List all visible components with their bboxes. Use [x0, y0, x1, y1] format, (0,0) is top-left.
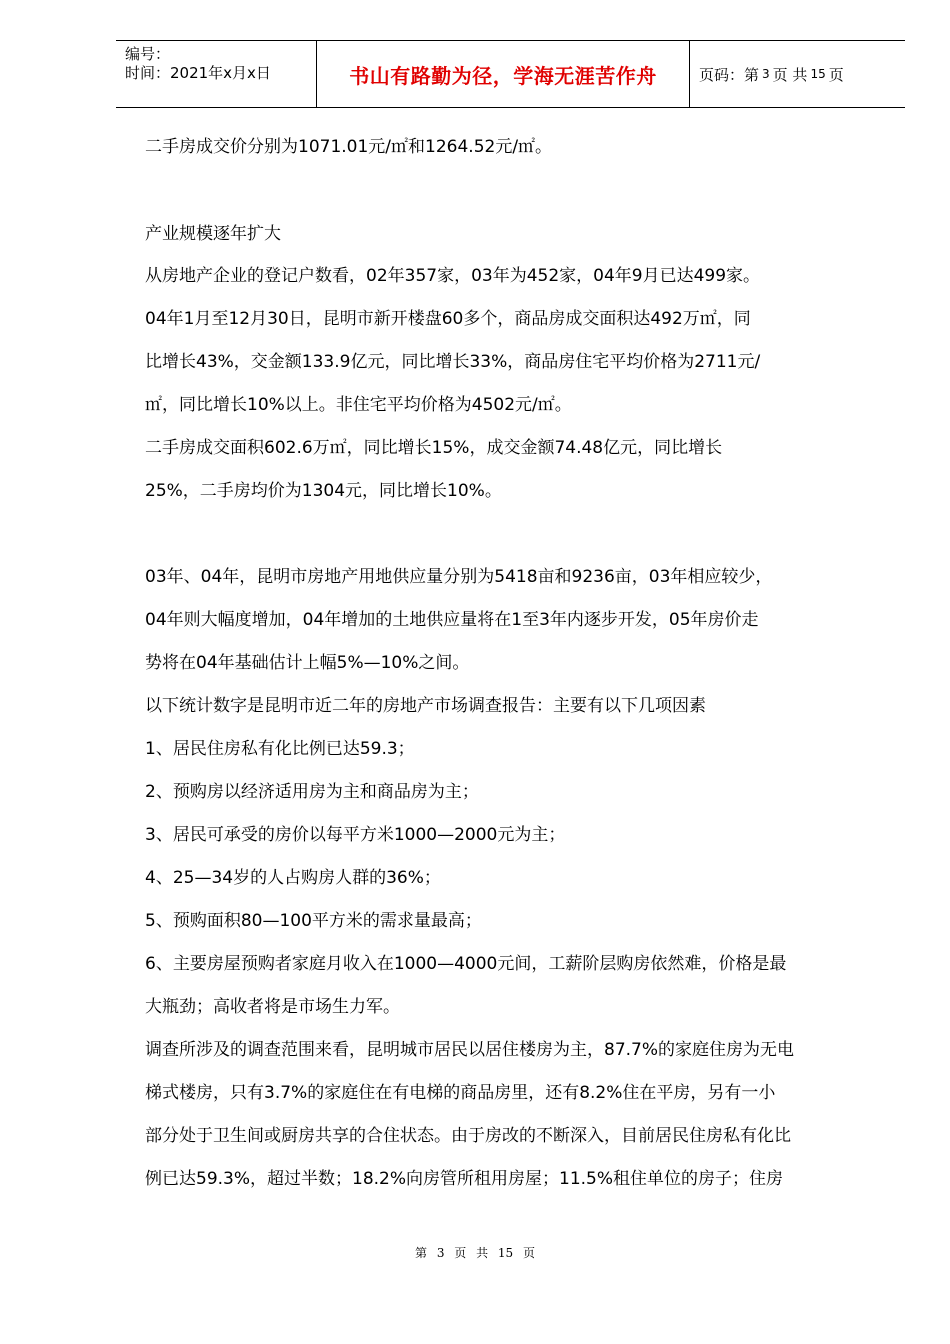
page-mid: 页 共 — [772, 65, 808, 84]
text-run: 二手房成交面积602.6万 — [145, 438, 330, 458]
serial-label: 编号： — [125, 45, 171, 63]
body-line: 二手房成交价分别为1071.01元/㎡和1264.52元/㎡。 — [145, 137, 553, 157]
header-motto: 书山有路勤为径，学海无涯苦作舟 — [316, 41, 690, 107]
page-footer: 第 3 页 共 15 页 — [415, 1246, 535, 1260]
page-current: 3 — [762, 67, 770, 81]
body-line: 03年、04年，昆明市房地产用地供应量分别为5418亩和9236亩，03年相应较少， — [145, 567, 773, 587]
unit-sqm: ㎡ — [329, 438, 347, 458]
body-line: 以下统计数字是昆明市近二年的房地产市场调查报告：主要有以下几项因素 — [145, 696, 706, 716]
body-line — [145, 390, 572, 420]
list-item: 6、主要房屋预购者家庭月收入在1000—4000元间，工薪阶层购房依然难，价格是最 — [145, 954, 787, 974]
time-label: 时间：2021年x月x日 — [125, 64, 271, 82]
page-prefix: 页码：第 — [699, 65, 760, 84]
body-line: 梯式楼房，只有3.7%的家庭住在有电梯的商品房里，还有8.2%住在平房，另有一小 — [145, 1083, 776, 1103]
body-line: 从房地产企业的登记户数看，02年357家，03年为452家，04年9月已达499家。 — [145, 266, 761, 286]
list-item: 2、预购房以经济适用房为主和商品房为主； — [145, 782, 479, 802]
list-item: 4、25—34岁的人占购房人群的36%； — [145, 868, 441, 888]
text-run: ，同比增长10%以上。非住宅平均价格为4502元/ — [162, 395, 538, 415]
header-meta — [116, 41, 316, 107]
body-line: 势将在04年基础估计上幅5%—10%之间。 — [145, 653, 470, 673]
page-suffix: 页 — [828, 65, 844, 84]
body-line: 04年1月至12月30日，昆明市新开楼盘60多个，商品房成交面积达492万㎡，同 — [145, 309, 751, 329]
body-line — [145, 433, 722, 463]
body-line: 例已达59.3%，超过半数；18.2%向房管所租用房屋；11.5%租住单位的房子；住房 — [145, 1169, 784, 1189]
body-line: 比增长43%，交金额133.9亿元，同比增长33%，商品房住宅平均价格为2711元/ — [145, 352, 761, 372]
list-item: 1、居民住房私有化比例已达59.3； — [145, 739, 415, 759]
body-line: 部分处于卫生间或厨房共享的合住状态。由于房改的不断深入，目前居民住房私有化比 — [145, 1126, 791, 1146]
body-line: 调查所涉及的调查范围来看，昆明城市居民以居住楼房为主，87.7%的家庭住房为无电 — [145, 1040, 795, 1060]
body-line: 25%，二手房均价为1304元，同比增长10%。 — [145, 481, 502, 501]
page-header — [116, 40, 905, 108]
text-run: ，同比增长15%，成交金额74.48亿元，同比增长 — [346, 438, 723, 458]
header-page-number — [690, 41, 905, 107]
list-item: 5、预购面积80—100平方米的需求量最高； — [145, 911, 482, 931]
unit-sqm: ㎡ — [537, 395, 555, 415]
list-item: 3、居民可承受的房价以每平方米1000—2000元为主； — [145, 825, 566, 845]
page-total: 15 — [810, 67, 826, 81]
body-line: 大瓶劲；高收者将是市场生力军。 — [145, 997, 400, 1017]
body-line: 04年则大幅度增加，04年增加的土地供应量将在1至3年内逐步开发，05年房价走 — [145, 610, 759, 630]
text-run: 。 — [554, 395, 572, 415]
unit-sqm: ㎡ — [145, 395, 162, 415]
section-heading: 产业规模逐年扩大 — [145, 224, 281, 244]
